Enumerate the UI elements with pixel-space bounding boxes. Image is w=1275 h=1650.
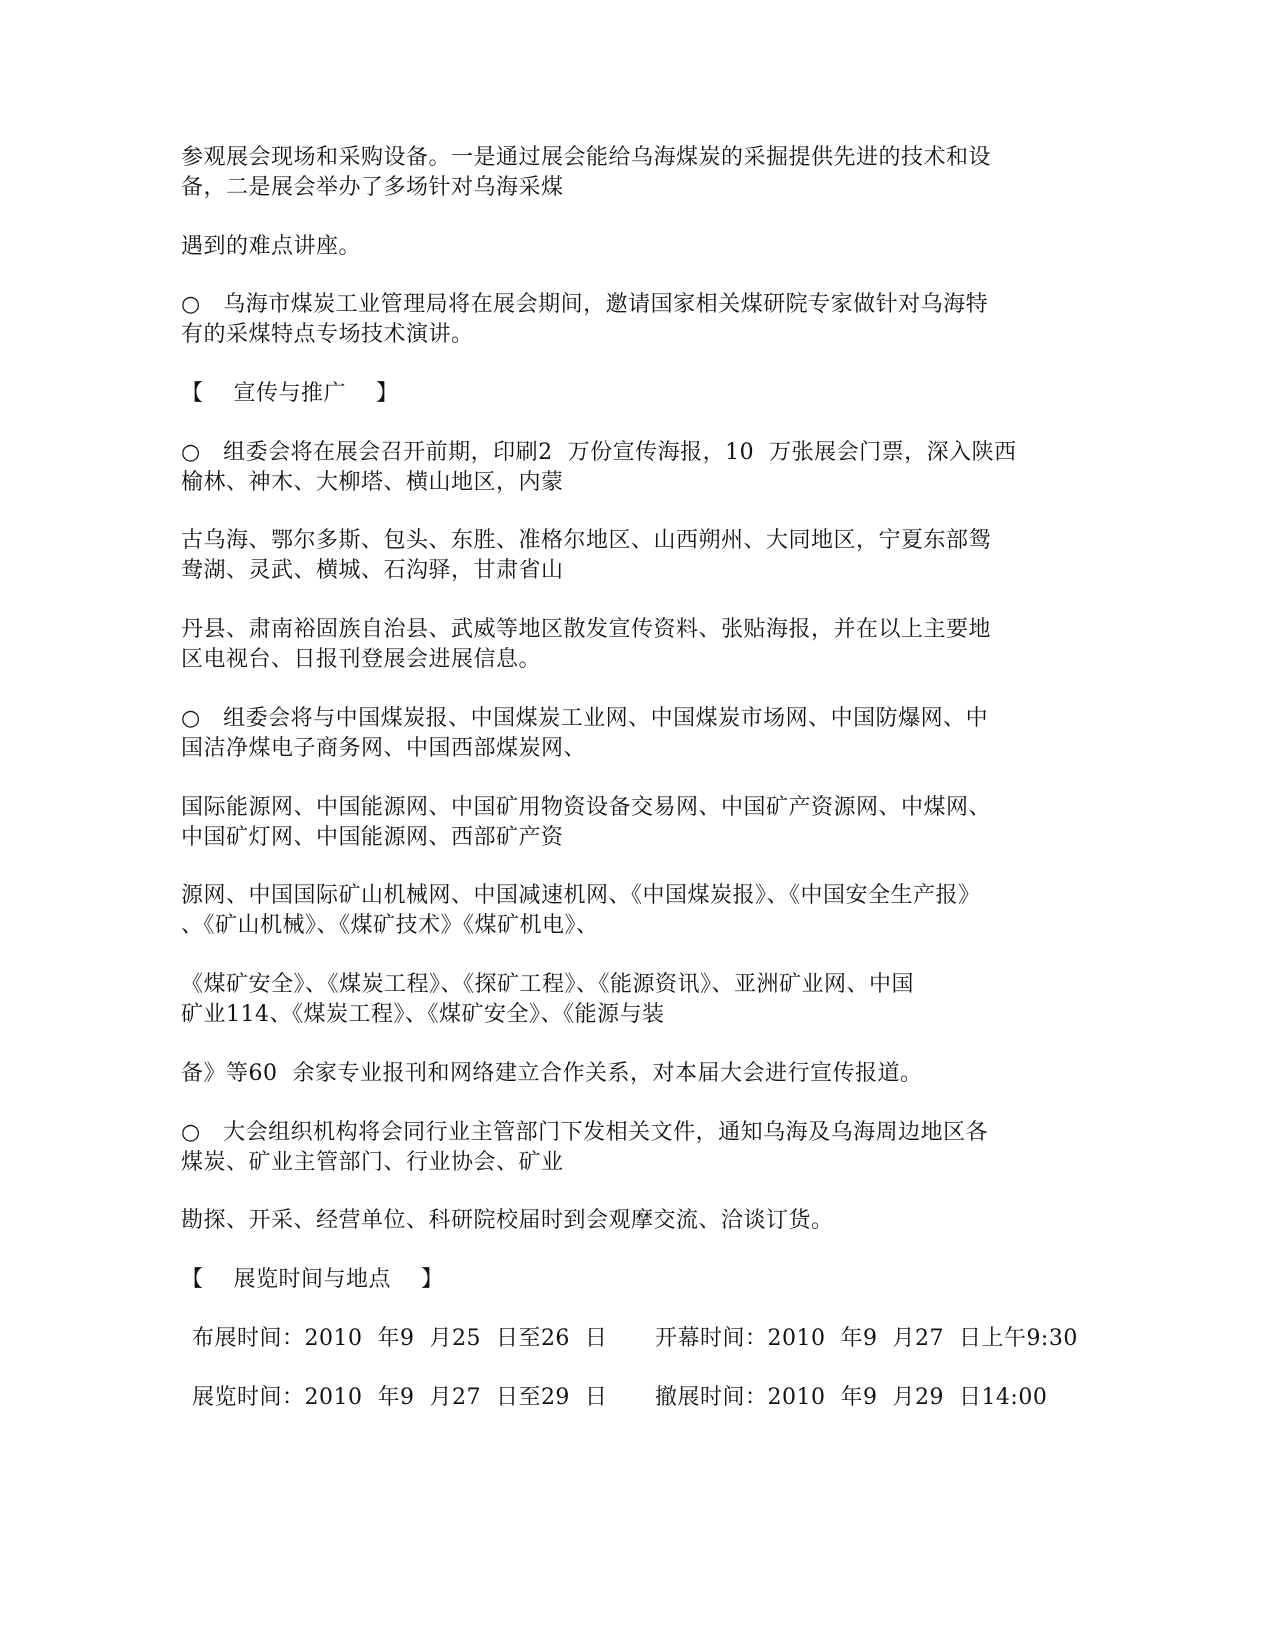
text-line: 、《矿山机械》、《煤矿技术》《煤矿机电》、 — [181, 913, 599, 938]
text-line: 榆林、神木、大柳塔、横山地区，内蒙 — [181, 470, 564, 495]
exhibition-time: 展览时间：2010 年9 月27 日至29 日 — [192, 1385, 608, 1410]
text-line: 《煤矿安全》、《煤炭工程》、《探矿工程》、《能源资讯》、亚洲矿业网、中国 — [181, 972, 915, 997]
setup-time: 布展时间：2010 年9 月25 日至26 日 — [192, 1326, 608, 1351]
bullet-line: ○ 组委会将在展会召开前期，印刷2 万份宣传海报，10 万张展会门票，深入陕西 — [181, 440, 1017, 465]
section-heading-promotion: 【 宣传与推广 】 — [181, 381, 399, 406]
text-line: 备，二是展会举办了多场针对乌海采煤 — [181, 175, 564, 200]
text-line: 备》等60 余家专业报刊和网络建立合作关系，对本届大会进行宣传报道。 — [181, 1061, 923, 1086]
text-line: 古乌海、鄂尔多斯、包头、东胜、准格尔地区、山西朔州、大同地区，宁夏东部鸳 — [181, 528, 992, 553]
text-line: 丹县、肃南裕固族自治县、武威等地区散发宣传资料、张贴海报，并在以上主要地 — [181, 617, 992, 642]
text-line: 矿业114、《煤炭工程》、《煤矿安全》、《能源与装 — [181, 1002, 665, 1027]
text-line: 勘探、开采、经营单位、科研院校届时到会观摩交流、洽谈订货。 — [181, 1208, 834, 1233]
text-line: 遇到的难点讲座。 — [181, 234, 362, 259]
text-line: 国洁净煤电子商务网、中国西部煤炭网、 — [181, 736, 587, 761]
text-line: 有的采煤特点专场技术演讲。 — [181, 322, 474, 347]
text-line: 参观展会现场和采购设备。一是通过展会能给乌海煤炭的采掘提供先进的技术和设 — [181, 145, 992, 170]
bullet-line: ○ 乌海市煤炭工业管理局将在展会期间，邀请国家相关煤研院专家做针对乌海特 — [181, 292, 989, 317]
opening-time: 开幕时间：2010 年9 月27 日上午9:30 — [655, 1326, 1078, 1351]
bullet-line: ○ 大会组织机构将会同行业主管部门下发相关文件，通知乌海及乌海周边地区各 — [181, 1120, 989, 1145]
text-line: 源网、中国国际矿山机械网、中国减速机网、《中国煤炭报》、《中国安全生产报》 — [181, 883, 981, 908]
text-line: 煤炭、矿业主管部门、行业协会、矿业 — [181, 1150, 564, 1175]
text-line: 鸯湖、灵武、横城、石沟驿，甘肃省山 — [181, 558, 564, 583]
text-line: 国际能源网、中国能源网、中国矿用物资设备交易网、中国矿产资源网、中煤网、 — [181, 795, 992, 820]
text-line: 中国矿灯网、中国能源网、西部矿产资 — [181, 825, 564, 850]
text-line: 区电视台、日报刊登展会进展信息。 — [181, 647, 542, 672]
bullet-line: ○ 组委会将与中国煤炭报、中国煤炭工业网、中国煤炭市场网、中国防爆网、中 — [181, 706, 989, 731]
section-heading-schedule: 【 展览时间与地点 】 — [181, 1267, 444, 1292]
teardown-time: 撤展时间：2010 年9 月29 日14:00 — [655, 1385, 1048, 1410]
